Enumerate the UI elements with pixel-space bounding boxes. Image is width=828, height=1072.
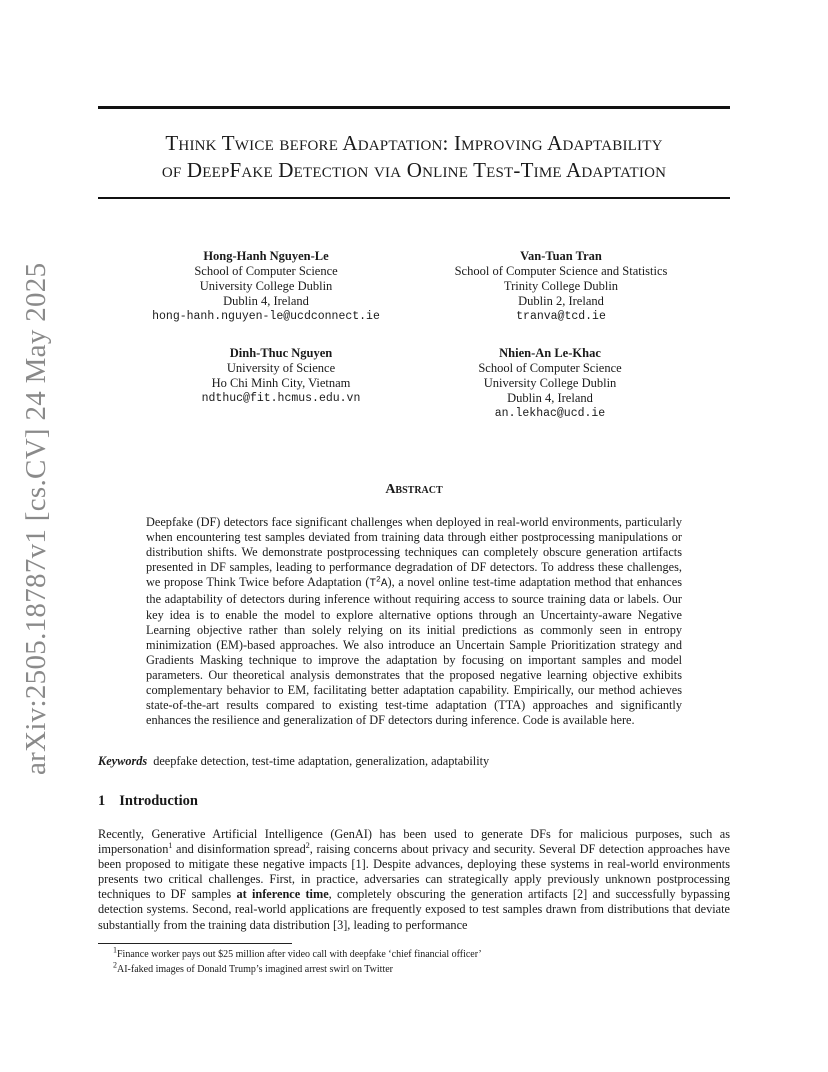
intro-paragraph [98, 827, 730, 933]
author-name: Van-Tuan Tran [520, 249, 602, 263]
author-affiliation: School of Computer Science and Statistics [454, 264, 668, 278]
intro-text: and disinformation spread [172, 842, 306, 857]
footnote-ref-2[interactable]: 2 [305, 841, 310, 850]
author-block-4 [478, 346, 621, 421]
abstract-heading: Abstract [385, 482, 443, 497]
author-block-3 [202, 346, 361, 406]
footnote-link[interactable]: Finance worker pays out $25 million after video call with deepfake ‘chief financial officer’ [117, 949, 482, 960]
title-line-2: of DeepFake Detection via Online Test-Time Adaptation [161, 158, 667, 182]
section-heading [98, 793, 198, 810]
author-affiliation: School of Computer Science [478, 361, 622, 375]
author-affiliation: Dublin 2, Ireland [518, 294, 604, 308]
intro-text: , raising concerns about privacy and security. Several DF detection approaches have been proposed to mitigate these negative impacts [1]. Despite advances, deploying these systems in real-world environments presents two critical challenges. First, in practice, adversaries can strategically apply previously unknown postprocessing techniques to DF samples [98, 842, 730, 902]
footnote-rule [98, 943, 292, 944]
keywords-line [98, 754, 489, 769]
method-name [369, 575, 388, 591]
abstract-part-1: Deepfake (DF) detectors face significant challenges when deployed in real-world environments, particularly when encountering test samples deviated from training data through either postprocessing manipulations or distribution shifts. We demonstrate postprocessing techniques can completely obscure generation artifacts presented in DF samples, leading to performance degradation of DF detectors. To address these challenges, we propose Think Twice before Adaptation ( [146, 515, 682, 590]
author-affiliation: School of Computer Science [194, 264, 338, 278]
author-affiliation: Ho Chi Minh City, Vietnam [211, 376, 351, 390]
title-top-rule [98, 106, 730, 109]
method-name-end: A [380, 578, 388, 591]
author-affiliation: University College Dublin [483, 376, 617, 390]
intro-text: Recently, Generative Artificial Intelligence (GenAI) has been used to generate DFs for malicious purposes, such as impersonation [98, 827, 730, 857]
title-bottom-rule [98, 197, 730, 199]
author-name: Hong-Hanh Nguyen-Le [203, 249, 329, 263]
footnote-2 [113, 960, 394, 975]
author-email: tranva@tcd.ie [516, 310, 606, 323]
author-email: hong-hanh.nguyen-le@ucdconnect.ie [152, 310, 380, 323]
footnote-1 [113, 945, 482, 960]
title-line-1: Think Twice before Adaptation: Improving Adaptability [165, 131, 663, 155]
footnote-ref-1[interactable]: 1 [168, 841, 173, 850]
author-email: an.lekhac@ucd.ie [494, 407, 606, 420]
author-name: Nhien-An Le-Khac [499, 346, 601, 360]
footnote-link[interactable]: AI-faked images of Donald Trump’s imagined arrest swirl on Twitter [117, 964, 394, 975]
intro-text: , completely obscuring the generation artifacts [2] and successfully bypassing detection systems. Second, real-world applications are frequently exposed to test samples drawn from distributions that deviate substantially from the training data distribution [3], leading to performance [98, 887, 730, 932]
abstract-part-2: ), a novel online test-time adaptation method that enhances the adaptability of detectors during inference without requiring access to source training data or labels. Our key idea is to enable the model to explore alternative options through an Uncertainty-aware Negative Learning objective rather than solely relying on its initial predictions as commonly seen in entropy minimization (EM)-based approaches. We also introduce an Uncertain Sample Prioritization strategy and Gradients Masking technique to improve the adaptation by focusing on important samples and model parameters. Our theoretical analysis demonstrates that the proposed negative learning objective exhibits complementary behavior to EM, facilitating better adaptation capability. Empirically, our method achieves state-of-the-art results compared to existing test-time adaptation (TTA) approaches and significantly enhances the resilience and generalization of DF detectors during inference. Code is available here. [146, 575, 682, 728]
author-email: ndthuc@fit.hcmus.edu.vn [201, 392, 361, 405]
author-affiliation: Dublin 4, Ireland [223, 294, 309, 308]
author-affiliation: University of Science [226, 361, 336, 375]
keywords-label: Keywords [98, 754, 148, 768]
section-title: Introduction [119, 793, 198, 809]
footnote-mark: 2 [113, 960, 117, 970]
author-name: Dinh-Thuc Nguyen [229, 346, 333, 360]
author-affiliation: Dublin 4, Ireland [507, 391, 593, 405]
method-name-superscript: 2 [376, 575, 381, 585]
author-block-1 [152, 249, 380, 324]
footnote-mark: 1 [113, 945, 117, 955]
keywords-text: deepfake detection, test-time adaptation, generalization, adaptability [153, 754, 490, 768]
method-name-base: T [369, 578, 377, 591]
author-block-2 [455, 249, 668, 324]
paper-title [98, 130, 730, 184]
intro-bold-text: at inference time [236, 887, 329, 902]
author-affiliation: Trinity College Dublin [503, 279, 619, 293]
abstract-text [146, 515, 682, 728]
section-number: 1 [98, 793, 106, 809]
author-affiliation: University College Dublin [199, 279, 333, 293]
arxiv-identifier: arXiv:2505.18787v1 [cs.CV] 24 May 2025 [20, 262, 52, 775]
